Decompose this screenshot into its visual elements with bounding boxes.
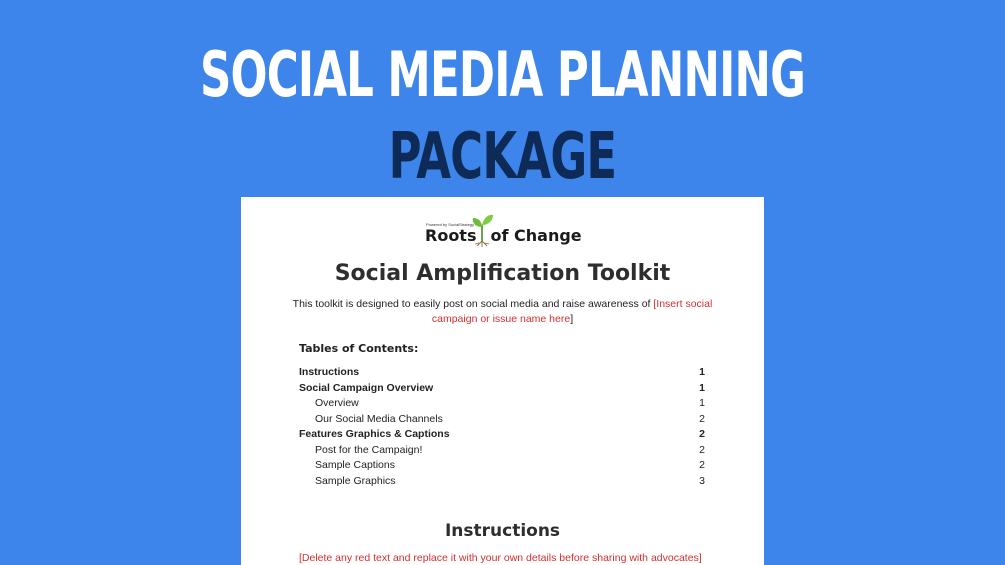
toc-label: Features Graphics & Captions	[299, 428, 450, 440]
document-preview	[241, 197, 764, 565]
toc-page-number: 1	[699, 366, 705, 378]
logo-powered-by: Powered by SocialStrategy	[426, 222, 475, 227]
intro-close-bracket: ]	[570, 313, 574, 325]
toc-row	[299, 381, 705, 397]
banner-title-line1: SOCIAL MEDIA PLANNING	[199, 38, 806, 111]
toc-label: Sample Captions	[315, 459, 395, 471]
toc-row	[299, 396, 705, 412]
instructions-heading: Instructions	[444, 521, 561, 541]
document-title: Social Amplification Toolkit	[334, 261, 671, 286]
table-of-contents	[299, 365, 705, 489]
toc-row	[299, 443, 705, 459]
instructions-note: [Delete any red text and replace it with your own details before sharing with advocates]	[299, 552, 702, 564]
toc-label: Social Campaign Overview	[299, 381, 434, 394]
toc-label: Our Social Media Channels	[315, 412, 443, 425]
logo-word-of-change: of Change	[490, 226, 582, 245]
toc-page-number: 2	[699, 459, 705, 471]
logo-word-roots: Roots	[425, 226, 477, 245]
toc-page-number: 2	[699, 412, 705, 425]
toc-row	[299, 365, 705, 381]
toc-label: Sample Graphics	[315, 474, 396, 487]
toc-row	[299, 412, 705, 428]
intro-placeholder: [Insert social campaign or issue name here	[431, 298, 713, 325]
toc-label: Instructions	[299, 366, 360, 378]
toc-row	[299, 458, 705, 474]
toc-page-number: 3	[699, 474, 705, 487]
toc-row	[299, 474, 705, 490]
toc-page-number: 2	[699, 443, 705, 456]
banner-title-line2: PACKAGE	[388, 120, 617, 194]
intro-paragraph	[291, 297, 714, 327]
logo-wordmark	[425, 226, 582, 245]
toc-page-number: 1	[699, 397, 705, 409]
intro-text: This toolkit is designed to easily post on social media and raise awareness of	[292, 298, 654, 310]
toc-label: Overview	[315, 397, 359, 409]
toc-page-number: 2	[699, 428, 705, 440]
toc-label: Post for the Campaign!	[315, 443, 423, 456]
toc-row	[299, 427, 705, 443]
roots-of-change-logo	[241, 211, 764, 251]
toc-page-number: 1	[699, 381, 705, 394]
toc-heading: Tables of Contents:	[299, 342, 419, 355]
